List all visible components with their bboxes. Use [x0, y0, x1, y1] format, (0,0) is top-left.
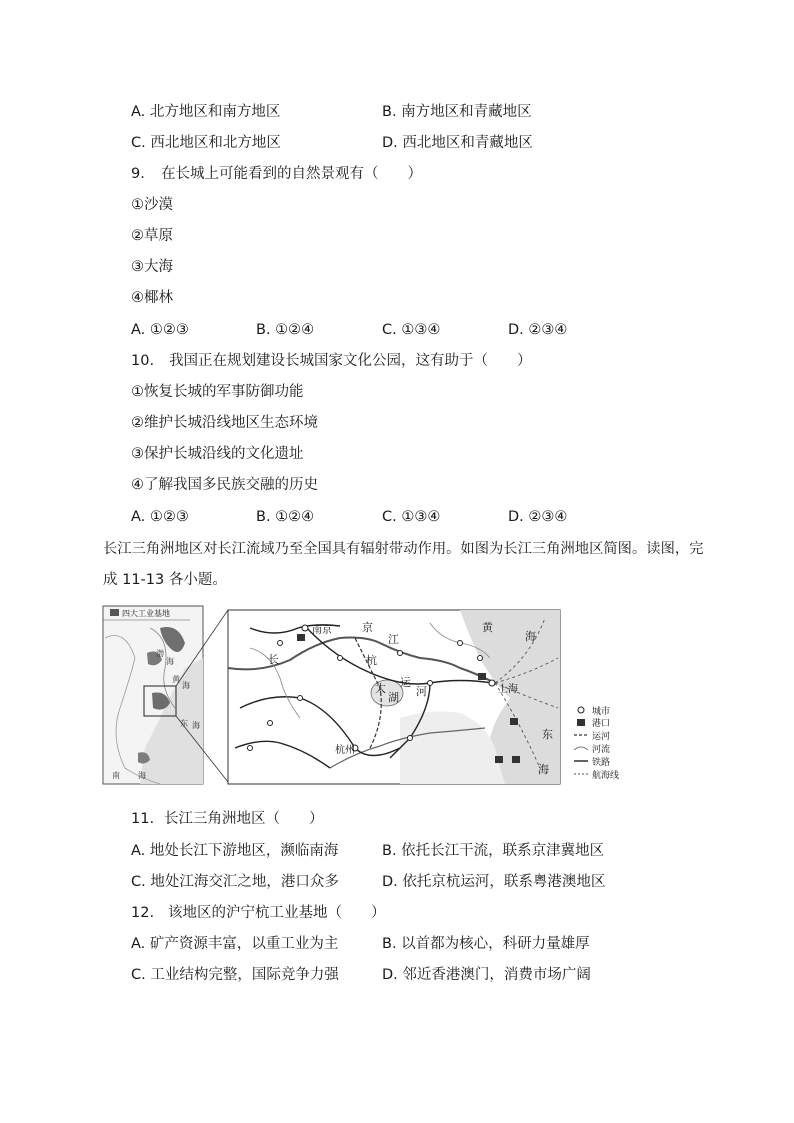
q8-option-b: B. 南方地区和青藏地区 — [382, 104, 532, 120]
q9-item-2: ②草原 — [131, 228, 173, 244]
q9-item-1: ①沙漠 — [131, 197, 173, 213]
label-east-sea-2: 海 — [538, 763, 549, 776]
port-icon — [510, 718, 518, 725]
legend-port: 港口 — [592, 719, 611, 729]
label-east-sea-1: 东 — [542, 728, 553, 741]
legend-canal: 运河 — [592, 732, 611, 742]
inset-label-hai-3: 海 — [192, 721, 200, 730]
legend-river: 河流 — [592, 745, 611, 755]
q12-option-b: B. 以首都为核心，科研力量雄厚 — [382, 936, 590, 952]
inset-legend-label: 四大工业基地 — [122, 609, 170, 618]
legend-city: 城市 — [592, 707, 611, 717]
q10-option-b: B. ①②④ — [256, 509, 315, 525]
intro-line-1: 长江三角洲地区对长江流域乃至全国具有辐射带动作用。如图为长江三角洲地区简图。读图，完 — [103, 541, 704, 557]
inset-label-dong: 东 — [180, 719, 188, 728]
label-hangzhou: 杭州 — [335, 745, 355, 756]
q8-option-a: A. 北方地区和南方地区 — [131, 104, 281, 120]
inset-map — [103, 606, 203, 784]
inset-label-nan: 南 — [112, 771, 120, 780]
legend-port-icon — [577, 719, 585, 726]
q11-number: 11. — [131, 811, 155, 827]
label-yellow-sea-2: 海 — [525, 630, 536, 643]
q8-option-d: D. 西北地区和青藏地区 — [382, 135, 533, 151]
q9-option-d: D. ②③④ — [508, 322, 568, 338]
q9-option-c: C. ①③④ — [382, 322, 441, 338]
city-nanjing-dot — [302, 625, 308, 631]
inset-label-hai-1: 海 — [166, 657, 174, 666]
q10-item-4: ④了解我国多民族交融的历史 — [131, 477, 318, 493]
port-icon — [478, 673, 486, 680]
inset-label-hai-2: 海 — [182, 681, 190, 690]
q9-option-b: B. ①②④ — [256, 322, 315, 338]
yangtze-delta-map — [100, 598, 641, 790]
q12-option-c: C. 工业结构完整，国际竞争力强 — [131, 967, 339, 983]
q11-option-a: A. 地处长江下游地区，濒临南海 — [131, 843, 339, 859]
q10-item-2: ②维护长城沿线地区生态环境 — [131, 415, 318, 431]
q10-option-d: D. ②③④ — [508, 509, 568, 525]
main-map — [228, 610, 560, 784]
map-svg — [100, 598, 641, 790]
inset-label-bo: 渤 — [156, 649, 164, 658]
q11-stem: 长江三角洲地区（ ） — [164, 811, 324, 827]
label-yangtze-1: 长 — [268, 653, 279, 666]
q10-option-c: C. ①③④ — [382, 509, 441, 525]
label-canal-1: 杭 — [366, 654, 377, 667]
q8-option-c: C. 西北地区和北方地区 — [131, 135, 281, 151]
label-yangtze-3: 江 — [388, 633, 399, 646]
q10-option-a: A. ①②③ — [131, 509, 189, 525]
port-icon — [495, 756, 503, 763]
q11-option-b: B. 依托长江干流，联系京津冀地区 — [382, 843, 605, 859]
q9-number: 9. — [131, 166, 145, 182]
legend-city-icon — [578, 707, 584, 713]
q10-item-1: ①恢复长城的军事防御功能 — [131, 384, 304, 400]
q10-item-3: ③保护长城沿线的文化遗址 — [131, 446, 304, 462]
port-icon — [512, 756, 520, 763]
q11-option-c: C. 地处江海交汇之地，港口众多 — [131, 874, 339, 890]
q12-option-d: D. 邻近香港澳门，消费市场广阔 — [382, 967, 591, 983]
q10-number: 10. — [131, 353, 155, 369]
label-taihu-2: 湖 — [388, 691, 399, 704]
label-canal-2: 运 — [400, 676, 411, 689]
label-canal-3: 河 — [416, 685, 427, 698]
inset-label-huang: 黄 — [172, 675, 180, 684]
legend-railway: 铁路 — [592, 758, 611, 768]
q12-option-a: A. 矿产资源丰富，以重工业为主 — [131, 936, 339, 952]
inset-label-hai-4: 海 — [138, 771, 146, 780]
intro-line-2: 成 11-13 各小题。 — [103, 572, 227, 588]
q11-option-d: D. 依托京杭运河，联系粤港澳地区 — [382, 874, 606, 890]
label-taihu-1: 太 — [375, 682, 386, 695]
label-yangtze-2: 京 — [362, 621, 373, 634]
q9-item-3: ③大海 — [131, 259, 173, 275]
q9-stem: 在长城上可能看到的自然景观有（ ） — [161, 166, 422, 182]
port-icon — [297, 634, 305, 641]
q12-number: 12. — [131, 905, 155, 921]
q12-stem: 该地区的沪宁杭工业基地（ ） — [168, 905, 386, 921]
q9-option-a: A. ①②③ — [131, 322, 189, 338]
city-shanghai-dot — [489, 680, 495, 686]
q10-stem: 我国正在规划建设长城国家文化公园，这有助于（ ） — [169, 353, 532, 369]
label-shanghai: 上海 — [498, 684, 518, 695]
label-nanjing: 南京 — [312, 625, 332, 636]
legend-searoute: 航海线 — [592, 771, 620, 781]
q9-item-4: ④椰林 — [131, 290, 173, 306]
label-yellow-sea-1: 黄 — [482, 621, 493, 634]
